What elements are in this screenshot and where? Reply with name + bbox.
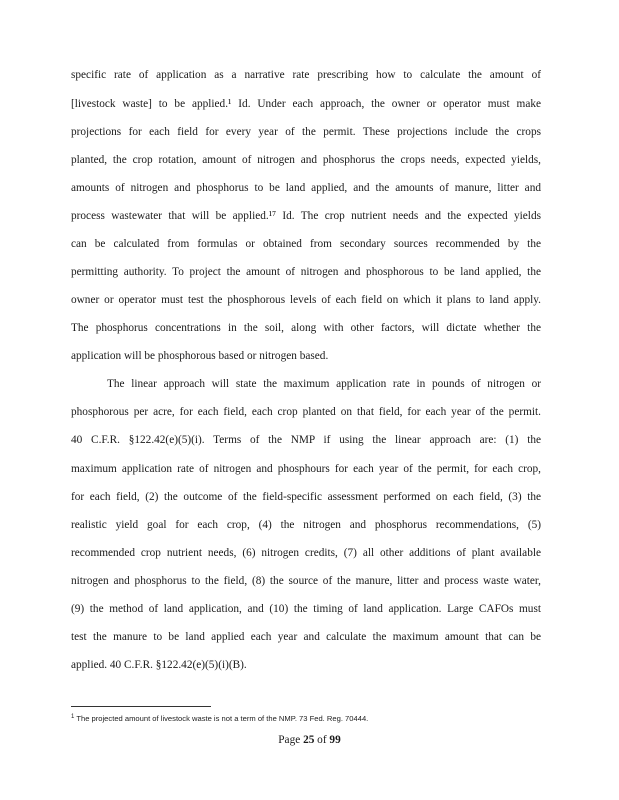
text-line: realistic yield goal for each crop, (4) the nitrogen and phosphorus recommendations, (5) (71, 519, 541, 531)
text-line: The linear approach will state the maximum application rate in pounds of nitrogen or (107, 378, 541, 390)
page-number (0, 733, 619, 747)
text-line: phosphorous per acre, for each field, each crop planted on that field, for each year of the permit. (71, 406, 541, 418)
page-number-separator: of (314, 734, 330, 746)
text-line: specific rate of application as a narrative rate prescribing how to calculate the amount of (71, 69, 541, 81)
footnote-text: The projected amount of livestock waste is not a term of the NMP. 73 Fed. Reg. 70444. (76, 714, 369, 723)
text-line: owner or operator must test the phosphorous levels of each field on which it plans to land apply. (71, 294, 541, 306)
footnote-separator (71, 706, 211, 707)
text-line: permitting authority. To project the amount of nitrogen and phosphorous to be land applied, the (71, 266, 541, 278)
text-line: can be calculated from formulas or obtained from secondary sources recommended by the (71, 238, 541, 250)
text-line: The phosphorus concentrations in the soil, along with other factors, will dictate whether the (71, 322, 541, 334)
text-line: 40 C.F.R. §122.42(e)(5)(i). Terms of the NMP if using the linear approach are: (1) the (71, 434, 541, 446)
footnote-marker: 1 (71, 714, 75, 720)
page-number-current: 25 (303, 734, 315, 746)
text-line: nitrogen and phosphorus to the field, (8) the source of the manure, litter and process waste water, (71, 575, 541, 587)
text-line: application will be phosphorous based or nitrogen based. (71, 350, 329, 362)
text-line: test the manure to be land applied each year and calculate the maximum amount that can be (71, 631, 541, 643)
text-line: applied. 40 C.F.R. §122.42(e)(5)(i)(B). (71, 659, 247, 671)
text-line: recommended crop nutrient needs, (6) nitrogen credits, (7) all other additions of plant available (71, 547, 541, 559)
text-line: maximum application rate of nitrogen and phosphours for each year of the permit, for each crop, (71, 463, 541, 475)
page-number-total: 99 (329, 734, 341, 746)
text-line: planted, the crop rotation, amount of nitrogen and phosphorus the crops needs, expected yields, (71, 154, 541, 166)
text-line: for each field, (2) the outcome of the field-specific assessment performed on each field, (3) the (71, 491, 541, 503)
text-line: amounts of nitrogen and phosphorus to be land applied, and the amounts of manure, litter and (71, 182, 541, 194)
text-line: projections for each field for every year of the permit. These projections include the crops (71, 126, 541, 138)
footnote (71, 714, 368, 724)
page-number-prefix: Page (278, 734, 304, 746)
text-line: (9) the method of land application, and (10) the timing of land application. Large CAFOs must (71, 603, 541, 615)
text-line: [livestock waste] to be applied.¹ Id. Under each approach, the owner or operator must make (71, 98, 541, 110)
text-line: process wastewater that will be applied.¹⁷ Id. The crop nutrient needs and the expected yields (71, 210, 541, 222)
